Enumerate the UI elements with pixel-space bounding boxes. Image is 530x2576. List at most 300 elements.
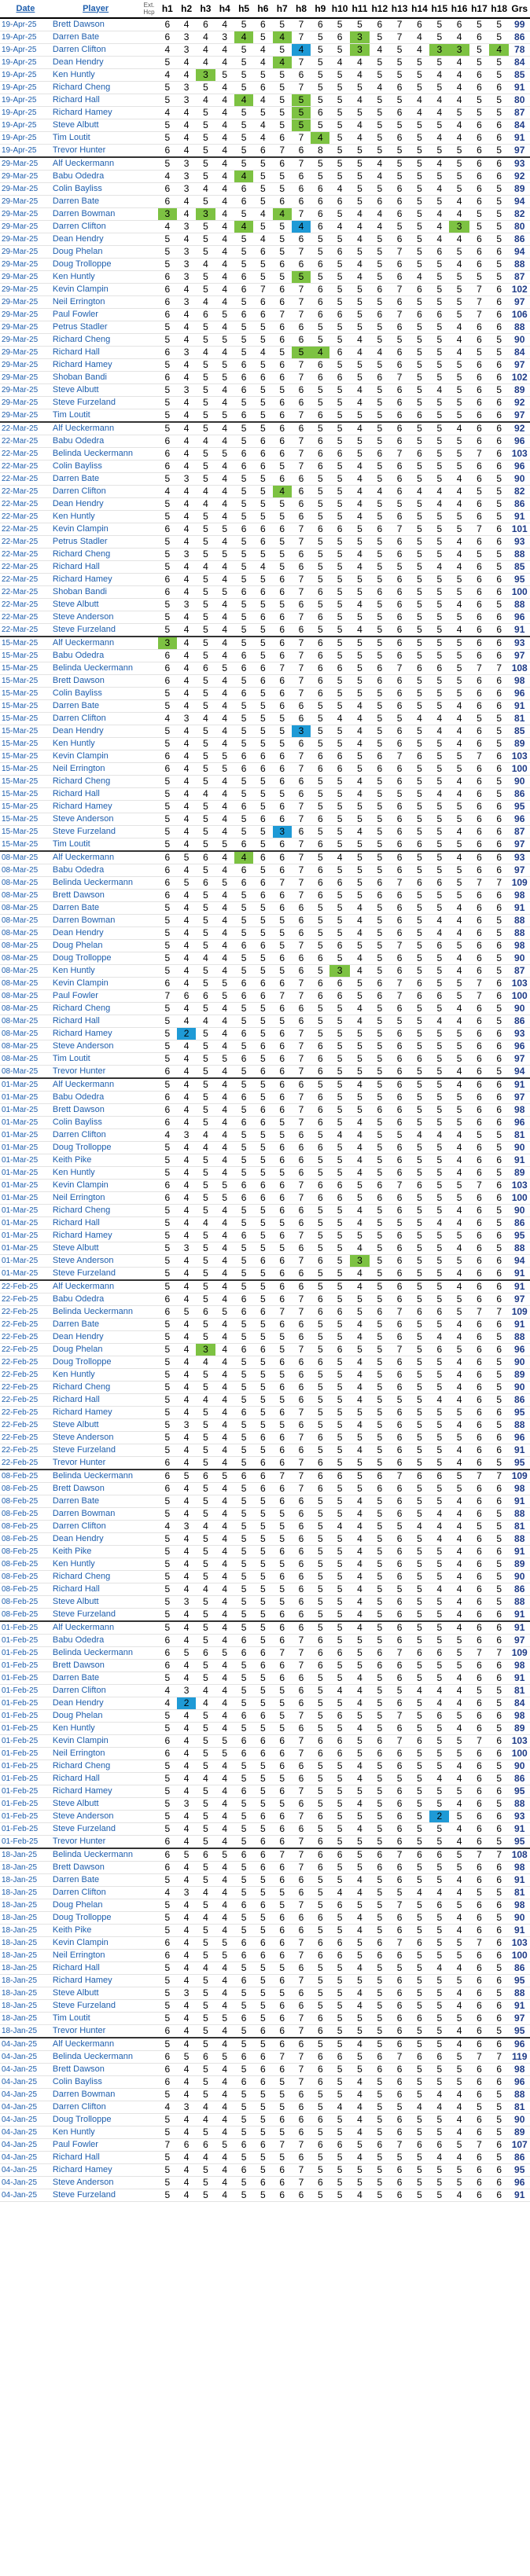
hole-score: 5: [311, 233, 329, 246]
gross-total: 86: [509, 1394, 530, 1407]
player-link[interactable]: Steve Anderson: [51, 2177, 141, 2189]
hole-score: 5: [311, 1558, 329, 1571]
player-link[interactable]: Brett Dawson: [51, 1104, 141, 1117]
hole-score: 4: [350, 2000, 370, 2013]
player-link[interactable]: Dean Hendry: [51, 1697, 141, 1710]
player-link[interactable]: Babu Odedra: [51, 650, 141, 662]
player-link[interactable]: Darren Bowman: [51, 2089, 141, 2101]
hole-score: 6: [311, 2025, 329, 2038]
player-link[interactable]: Doug Phelan: [51, 246, 141, 259]
player-link[interactable]: Tim Loutit: [51, 838, 141, 852]
player-link[interactable]: Richard Hall: [51, 2152, 141, 2164]
gross-total: 90: [509, 473, 530, 486]
player-link[interactable]: Steve Furzeland: [51, 1823, 141, 1836]
hole-score: 4: [449, 1280, 469, 1294]
player-link[interactable]: Belinda Ueckermann: [51, 1848, 141, 1862]
hole-score: 4: [177, 927, 196, 940]
hole-score: 6: [469, 890, 489, 902]
hole-score: 5: [410, 2189, 429, 2202]
hole-score: 6: [311, 688, 329, 700]
hole-score: 4: [215, 1571, 234, 1583]
player-link[interactable]: Richard Hamey: [51, 107, 141, 119]
hole-score: 4: [350, 1685, 370, 1697]
score-row: [0, 82, 530, 94]
player-link[interactable]: Ken Huntly: [51, 1369, 141, 1382]
player-link[interactable]: Trevor Hunter: [51, 1836, 141, 1849]
hole-score: 5: [234, 107, 253, 119]
player-link[interactable]: Dean Hendry: [51, 1331, 141, 1344]
hole-score: 5: [350, 196, 370, 208]
hole-score: 5: [311, 1760, 329, 1773]
player-link[interactable]: Steve Anderson: [51, 1255, 141, 1268]
hole-score: 5: [370, 624, 389, 637]
player-link[interactable]: Belinda Ueckermann: [51, 2051, 141, 2064]
hole-score: 5: [311, 801, 329, 813]
hole-score: 5: [196, 1508, 215, 1521]
player-link[interactable]: Kevin Clampin: [51, 1180, 141, 1192]
hole-score: 5: [234, 1280, 253, 1294]
player-link[interactable]: Dean Hendry: [51, 498, 141, 511]
hole-score: 6: [389, 1230, 409, 1242]
player-link[interactable]: Richard Hall: [51, 1217, 141, 1230]
player-link[interactable]: Colin Bayliss: [51, 183, 141, 196]
hole-score: 4: [449, 1495, 469, 1508]
player-link[interactable]: Babu Odedra: [51, 1092, 141, 1104]
player-link[interactable]: Kevin Clampin: [51, 1735, 141, 1748]
player-link[interactable]: Brett Dawson: [51, 1862, 141, 1874]
player-link[interactable]: Keith Pike: [51, 1154, 141, 1167]
hole-score: 6: [273, 2164, 292, 2177]
player-link[interactable]: Steve Anderson: [51, 1432, 141, 1444]
hole-score: 6: [469, 1028, 489, 1040]
hole-score: 6: [489, 826, 509, 838]
player-link[interactable]: Richard Hall: [51, 347, 141, 359]
player-link[interactable]: Belinda Ueckermann: [51, 1306, 141, 1319]
hole-score: 5: [234, 2000, 253, 2013]
player-link[interactable]: Darren Bowman: [51, 208, 141, 221]
player-link[interactable]: Doug Phelan: [51, 940, 141, 952]
player-link[interactable]: Steve Furzeland: [51, 1268, 141, 1281]
ext-hcp: [140, 1457, 157, 1470]
player-link[interactable]: Ken Huntly: [51, 69, 141, 82]
player-link[interactable]: Doug Phelan: [51, 1344, 141, 1356]
hole-score: 5: [329, 461, 349, 473]
hole-score: 6: [389, 1987, 409, 2000]
hole-score: 6: [253, 1104, 272, 1117]
hole-score: 7: [292, 688, 311, 700]
hole-score: 5: [489, 1508, 509, 1521]
hole-score: 5: [253, 1887, 272, 1899]
hole-score: 4: [410, 486, 429, 498]
ext-hcp: [140, 1369, 157, 1382]
hole-score: 5: [273, 1331, 292, 1344]
player-link[interactable]: Belinda Ueckermann: [51, 662, 141, 675]
player-link[interactable]: Ken Huntly: [51, 1723, 141, 1735]
hole-score: 4: [429, 1583, 449, 1596]
round-date: 29-Mar-25: [0, 409, 51, 423]
hole-score: 6: [273, 1356, 292, 1369]
player-link[interactable]: Kevin Clampin: [51, 978, 141, 990]
player-link[interactable]: Richard Hamey: [51, 1975, 141, 1987]
hole-score: 6: [469, 1356, 489, 1369]
hole-score: 5: [429, 1154, 449, 1167]
hole-score: 6: [234, 662, 253, 675]
player-link[interactable]: Keith Pike: [51, 1546, 141, 1558]
score-row: [0, 851, 530, 864]
player-link[interactable]: Kevin Clampin: [51, 1937, 141, 1950]
hole-score: 7: [469, 978, 489, 990]
gross-total: 91: [509, 1154, 530, 1167]
hole-score: 5: [234, 208, 253, 221]
hole-score: 4: [215, 473, 234, 486]
player-link[interactable]: Richard Cheng: [51, 776, 141, 788]
player-link[interactable]: Trevor Hunter: [51, 2025, 141, 2038]
player-link[interactable]: Dean Hendry: [51, 57, 141, 69]
player-link[interactable]: Brett Dawson: [51, 1660, 141, 1672]
hole-score: 4: [410, 2101, 429, 2114]
player-link[interactable]: Steve Anderson: [51, 1040, 141, 1053]
player-link[interactable]: Richard Cheng: [51, 1205, 141, 1217]
player-link[interactable]: Richard Cheng: [51, 549, 141, 561]
player-link[interactable]: Steve Furzeland: [51, 397, 141, 409]
ext-hcp: [140, 448, 157, 461]
hole-score: 5: [158, 1710, 177, 1723]
hole-score: 6: [311, 1066, 329, 1079]
player-link[interactable]: Babu Odedra: [51, 435, 141, 448]
player-link[interactable]: Doug Trolloppe: [51, 1356, 141, 1369]
hole-score: 5: [429, 271, 449, 284]
player-link[interactable]: Neil Errington: [51, 1192, 141, 1205]
player-link[interactable]: Doug Phelan: [51, 1710, 141, 1723]
player-link[interactable]: Trevor Hunter: [51, 1457, 141, 1470]
player-link[interactable]: Steve Anderson: [51, 611, 141, 624]
player-link[interactable]: Steve Albutt: [51, 1987, 141, 2000]
player-link[interactable]: Tim Loutit: [51, 1053, 141, 1066]
player-link[interactable]: Shoban Bandi: [51, 586, 141, 599]
player-link[interactable]: Richard Hall: [51, 1583, 141, 1596]
hole-score: 6: [311, 523, 329, 536]
player-link[interactable]: Doug Trolloppe: [51, 1142, 141, 1154]
player-link[interactable]: Paul Fowler: [51, 990, 141, 1003]
ext-hcp: [140, 1748, 157, 1760]
player-link[interactable]: Tim Loutit: [51, 132, 141, 145]
player-link[interactable]: Darren Clifton: [51, 1129, 141, 1142]
score-row: [0, 119, 530, 132]
hole-score: 6: [389, 2177, 409, 2189]
player-link[interactable]: Brett Dawson: [51, 890, 141, 902]
player-link[interactable]: Darren Bate: [51, 1319, 141, 1331]
hole-score: 6: [469, 1533, 489, 1546]
hole-score: 6: [329, 1647, 349, 1660]
player-link[interactable]: Neil Errington: [51, 296, 141, 309]
hole-score: 5: [158, 321, 177, 334]
player-link[interactable]: Alf Ueckermann: [51, 1621, 141, 1635]
score-row: [0, 18, 530, 31]
player-link[interactable]: Steve Albutt: [51, 1242, 141, 1255]
hole-score: 4: [449, 69, 469, 82]
player-link[interactable]: Richard Hamey: [51, 574, 141, 586]
player-link[interactable]: Babu Odedra: [51, 171, 141, 183]
player-link[interactable]: Brett Dawson: [51, 1483, 141, 1495]
player-link[interactable]: Richard Cheng: [51, 82, 141, 94]
player-link[interactable]: Richard Hall: [51, 1962, 141, 1975]
hole-score: 4: [177, 1495, 196, 1508]
player-link[interactable]: Paul Fowler: [51, 309, 141, 321]
player-link[interactable]: Alf Ueckermann: [51, 157, 141, 171]
hole-score: 6: [489, 1621, 509, 1635]
player-link[interactable]: Darren Bate: [51, 473, 141, 486]
hole-score: 6: [311, 1647, 329, 1660]
player-link[interactable]: Ken Huntly: [51, 1558, 141, 1571]
round-date: 15-Mar-25: [0, 688, 51, 700]
player-link[interactable]: Richard Hamey: [51, 1785, 141, 1798]
gross-total: 91: [509, 902, 530, 915]
player-link[interactable]: Brett Dawson: [51, 18, 141, 31]
player-link[interactable]: Darren Bate: [51, 31, 141, 44]
player-link[interactable]: Dean Hendry: [51, 725, 141, 738]
player-link[interactable]: Richard Hamey: [51, 2164, 141, 2177]
player-link[interactable]: Steve Albutt: [51, 1798, 141, 1811]
player-link[interactable]: Dean Hendry: [51, 233, 141, 246]
hole-score: 7: [292, 750, 311, 763]
player-link[interactable]: Steve Anderson: [51, 813, 141, 826]
hole-score: 6: [196, 1306, 215, 1319]
hole-score: 4: [215, 132, 234, 145]
hole-score: 5: [234, 2101, 253, 2114]
player-link[interactable]: Richard Hall: [51, 788, 141, 801]
player-link[interactable]: Belinda Ueckermann: [51, 1470, 141, 1483]
player-link[interactable]: Richard Hamey: [51, 1028, 141, 1040]
player-link[interactable]: Shoban Bandi: [51, 372, 141, 384]
hole-score: 4: [449, 94, 469, 107]
hole-score: 6: [273, 1192, 292, 1205]
hole-score: 4: [215, 1356, 234, 1369]
player-link[interactable]: Keith Pike: [51, 1925, 141, 1937]
player-link[interactable]: Babu Odedra: [51, 864, 141, 877]
player-link[interactable]: Doug Trolloppe: [51, 1912, 141, 1925]
hole-score: 5: [429, 801, 449, 813]
player-link[interactable]: Paul Fowler: [51, 2139, 141, 2152]
player-link[interactable]: Tim Loutit: [51, 2013, 141, 2025]
player-link[interactable]: Richard Cheng: [51, 334, 141, 347]
player-link[interactable]: Steve Albutt: [51, 384, 141, 397]
hole-score: 6: [469, 321, 489, 334]
player-link[interactable]: Dean Hendry: [51, 927, 141, 940]
hole-score: 5: [253, 788, 272, 801]
player-link[interactable]: Darren Bowman: [51, 1508, 141, 1521]
player-link[interactable]: Richard Cheng: [51, 1571, 141, 1583]
player-link[interactable]: Alf Ueckermann: [51, 1078, 141, 1092]
hole-score: 5: [234, 1382, 253, 1394]
hole-score: 5: [196, 1811, 215, 1823]
hole-score: 6: [292, 145, 311, 158]
date-header[interactable]: Date: [0, 0, 51, 18]
player-link[interactable]: Brett Dawson: [51, 675, 141, 688]
player-link[interactable]: Neil Errington: [51, 1950, 141, 1962]
player-link[interactable]: Steve Furzeland: [51, 624, 141, 637]
player-link[interactable]: Darren Clifton: [51, 221, 141, 233]
player-link[interactable]: Ken Huntly: [51, 738, 141, 750]
hole-score: 5: [329, 1836, 349, 1849]
player-link[interactable]: Steve Albutt: [51, 1419, 141, 1432]
player-link[interactable]: Richard Hall: [51, 561, 141, 574]
player-link[interactable]: Tim Loutit: [51, 409, 141, 423]
hole-score: 5: [429, 1735, 449, 1748]
player-link[interactable]: Brett Dawson: [51, 2064, 141, 2076]
player-link[interactable]: Richard Hamey: [51, 1407, 141, 1419]
player-link[interactable]: Doug Trolloppe: [51, 952, 141, 965]
hole-score: 4: [449, 2038, 469, 2051]
player-link[interactable]: Trevor Hunter: [51, 1066, 141, 1079]
ext-hcp: [140, 611, 157, 624]
player-link[interactable]: Babu Odedra: [51, 1635, 141, 1647]
hole-score: 4: [215, 725, 234, 738]
player-link[interactable]: Ken Huntly: [51, 2126, 141, 2139]
player-link[interactable]: Alf Ueckermann: [51, 422, 141, 435]
hole-score: 7: [292, 1975, 311, 1987]
player-link[interactable]: Kevin Clampin: [51, 284, 141, 296]
round-date: 08-Mar-25: [0, 890, 51, 902]
player-link[interactable]: Petrus Stadler: [51, 536, 141, 549]
player-link[interactable]: Darren Bate: [51, 1874, 141, 1887]
player-link[interactable]: Darren Bowman: [51, 915, 141, 927]
player-link[interactable]: Doug Phelan: [51, 1899, 141, 1912]
player-link[interactable]: Petrus Stadler: [51, 321, 141, 334]
hole-score: 5: [253, 650, 272, 662]
player-link[interactable]: Alf Ueckermann: [51, 2038, 141, 2051]
hole-score: 5: [350, 611, 370, 624]
player-link[interactable]: Alf Ueckermann: [51, 1280, 141, 1294]
player-link[interactable]: Ken Huntly: [51, 271, 141, 284]
hole-score: 4: [449, 473, 469, 486]
player-link[interactable]: Neil Errington: [51, 763, 141, 776]
hole-score: 6: [469, 1862, 489, 1874]
hole-score: 4: [158, 107, 177, 119]
player-link[interactable]: Steve Albutt: [51, 599, 141, 611]
player-link[interactable]: Babu Odedra: [51, 1294, 141, 1306]
player-link[interactable]: Richard Cheng: [51, 1382, 141, 1394]
player-link[interactable]: Trevor Hunter: [51, 145, 141, 158]
player-link[interactable]: Darren Bate: [51, 700, 141, 713]
score-row: [0, 700, 530, 713]
player-link[interactable]: Darren Clifton: [51, 713, 141, 725]
hole-score: 4: [429, 1962, 449, 1975]
hole-score: 5: [410, 1596, 429, 1609]
player-link[interactable]: Alf Ueckermann: [51, 637, 141, 650]
player-link[interactable]: Colin Bayliss: [51, 2076, 141, 2089]
player-link[interactable]: Steve Furzeland: [51, 2000, 141, 2013]
player-link[interactable]: Alf Ueckermann: [51, 851, 141, 864]
player-link[interactable]: Richard Cheng: [51, 1760, 141, 1773]
player-link[interactable]: Doug Trolloppe: [51, 2114, 141, 2126]
score-row: [0, 1785, 530, 1798]
player-link[interactable]: Steve Furzeland: [51, 1444, 141, 1457]
gross-total: 90: [509, 1571, 530, 1583]
player-link[interactable]: Colin Bayliss: [51, 461, 141, 473]
player-link[interactable]: Darren Bate: [51, 902, 141, 915]
player-link[interactable]: Ken Huntly: [51, 511, 141, 523]
ext-hcp: [140, 1735, 157, 1748]
player-link[interactable]: Richard Hall: [51, 94, 141, 107]
player-link[interactable]: Darren Bate: [51, 196, 141, 208]
hole-score: 4: [215, 2164, 234, 2177]
hole-score: 4: [449, 82, 469, 94]
hole-score: 5: [234, 397, 253, 409]
hole-score: 4: [215, 1407, 234, 1419]
player-link[interactable]: Belinda Ueckermann: [51, 1647, 141, 1660]
hole-score: 5: [196, 965, 215, 978]
hole-score: 5: [253, 549, 272, 561]
player-link[interactable]: Darren Clifton: [51, 1685, 141, 1697]
player-link[interactable]: Steve Furzeland: [51, 826, 141, 838]
hole-score: 6: [311, 1356, 329, 1369]
player-link[interactable]: Doug Trolloppe: [51, 259, 141, 271]
player-link[interactable]: Darren Clifton: [51, 2101, 141, 2114]
player-link[interactable]: Darren Clifton: [51, 486, 141, 498]
hole-score: 5: [370, 1495, 389, 1508]
player-link[interactable]: Kevin Clampin: [51, 523, 141, 536]
hole-score: 4: [350, 1495, 370, 1508]
player-link[interactable]: Steve Albutt: [51, 1596, 141, 1609]
player-header[interactable]: Player: [51, 0, 141, 18]
player-link[interactable]: Steve Anderson: [51, 1811, 141, 1823]
player-link[interactable]: Richard Hall: [51, 1015, 141, 1028]
player-link[interactable]: Steve Furzeland: [51, 1609, 141, 1622]
player-link[interactable]: Dean Hendry: [51, 1533, 141, 1546]
player-link[interactable]: Richard Hamey: [51, 359, 141, 372]
hole-score: 4: [177, 2013, 196, 2025]
player-link[interactable]: Darren Bate: [51, 1495, 141, 1508]
hole-score: 6: [234, 1975, 253, 1987]
hole-score: 4: [215, 145, 234, 158]
player-link[interactable]: Richard Hall: [51, 1773, 141, 1785]
player-link[interactable]: Neil Errington: [51, 1748, 141, 1760]
hole-score: 4: [177, 2064, 196, 2076]
player-link[interactable]: Steve Albutt: [51, 119, 141, 132]
player-link[interactable]: Richard Hall: [51, 1394, 141, 1407]
hole-score: 6: [311, 637, 329, 650]
hole-score: 6: [273, 321, 292, 334]
player-link[interactable]: Darren Clifton: [51, 1521, 141, 1533]
player-link[interactable]: Belinda Ueckermann: [51, 448, 141, 461]
player-link[interactable]: Colin Bayliss: [51, 688, 141, 700]
hole-score: 7: [489, 1848, 509, 1862]
player-link[interactable]: Ken Huntly: [51, 965, 141, 978]
player-link[interactable]: Darren Clifton: [51, 1887, 141, 1899]
ext-hcp: [140, 1558, 157, 1571]
hole-score: 7: [292, 611, 311, 624]
player-link[interactable]: Steve Furzeland: [51, 2189, 141, 2202]
hole-score: 6: [489, 675, 509, 688]
player-link[interactable]: Richard Hamey: [51, 1230, 141, 1242]
hole-score: 5: [234, 296, 253, 309]
player-link[interactable]: Darren Bate: [51, 1672, 141, 1685]
ext-hcp: [140, 1685, 157, 1697]
hole-score: 5: [489, 1583, 509, 1596]
player-link[interactable]: Richard Cheng: [51, 1003, 141, 1015]
hole-score: 5: [429, 902, 449, 915]
hole-score: 5: [329, 611, 349, 624]
hole-score: 5: [489, 1167, 509, 1180]
player-link[interactable]: Belinda Ueckermann: [51, 877, 141, 890]
player-link[interactable]: Richard Hamey: [51, 801, 141, 813]
hole-score: 5: [429, 1319, 449, 1331]
player-link[interactable]: Colin Bayliss: [51, 1117, 141, 1129]
player-link[interactable]: Ken Huntly: [51, 1167, 141, 1180]
player-link[interactable]: Kevin Clampin: [51, 750, 141, 763]
player-link[interactable]: Darren Clifton: [51, 44, 141, 57]
hole-score: 6: [389, 1167, 409, 1180]
